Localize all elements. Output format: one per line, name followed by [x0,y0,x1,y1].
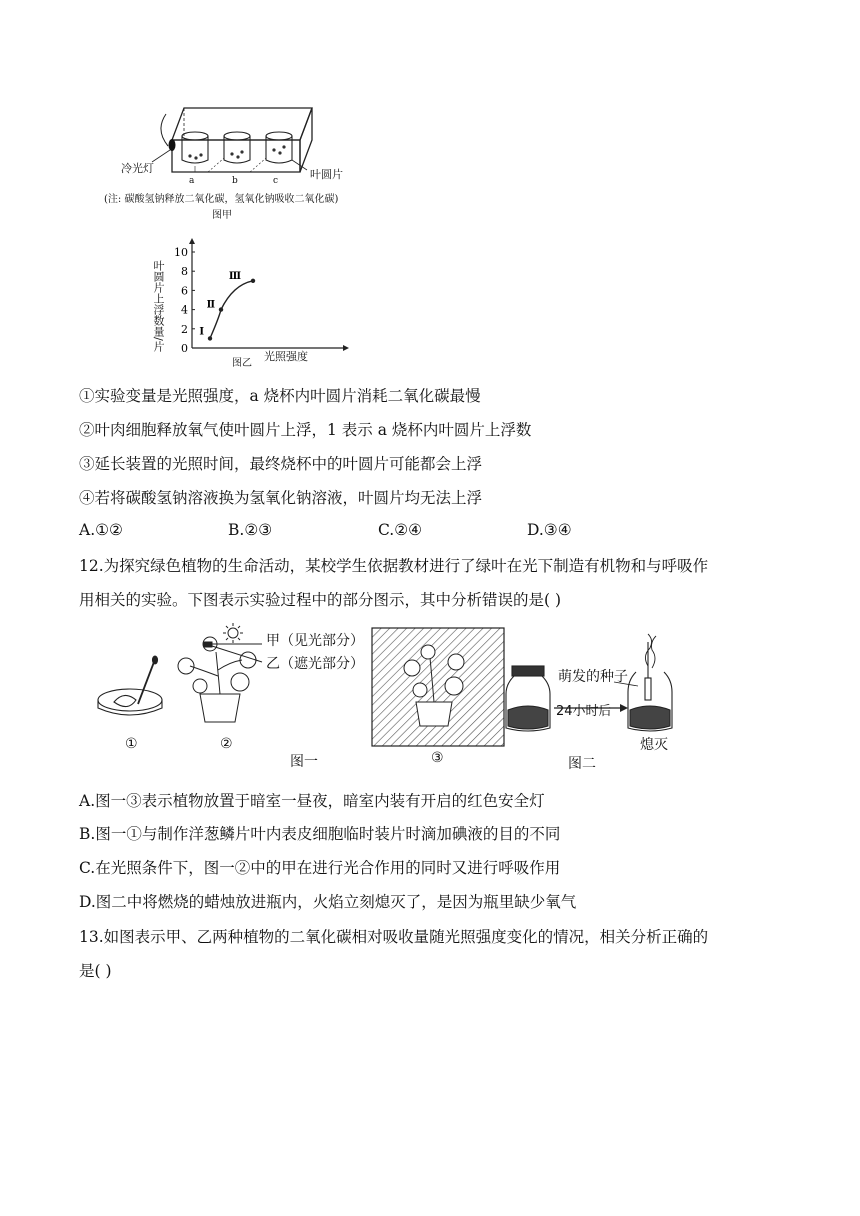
point-label-2: Ⅱ [206,299,215,311]
q12-stem-line-2: 用相关的实验。下图表示实验过程中的部分图示，其中分析错误的是( ) [79,591,562,609]
q12-option-a: A.图一③表示植物放置于暗室一昼夜，暗室内装有开启的红色安全灯 [79,792,545,810]
x-axis-arrow [343,345,349,351]
y-tick-label-10: 10 [174,246,188,259]
y-tick-label-4: 4 [181,303,188,317]
potted-plant-icon [178,637,262,722]
q11-option-c: C.②④ [378,521,423,539]
q12-stem-line-1: 12.为探究绿色植物的生命活动，某校学生依据教材进行了绿叶在光下制造有机物和与呼吸作 [79,557,709,575]
q11-option-b: B.②③ [228,521,273,539]
lamp-label: 冷光灯 [121,162,154,175]
data-point-1 [208,336,212,340]
q13-stem-line-2: 是( ) [79,962,112,980]
y-axis-arrow [189,238,195,244]
petri-dish-icon [98,656,162,715]
series-line [210,281,253,339]
q11-option-d: D.③④ [527,521,572,539]
q12-option-c: C.在光照条件下，图一②中的甲在进行光合作用的同时又进行呼吸作用 [79,859,561,877]
y-axis-label: 叶圆片上浮数量/片 [152,260,165,352]
y-tick-label-2: 2 [181,322,188,336]
q11-statement-3: ③延长装置的光照时间，最终烧杯中的叶圆片可能都会上浮 [79,455,483,473]
figure-yi-caption: 图乙 [232,358,252,369]
point-label-1: I [199,326,204,338]
figure-one-caption: 图一 [290,754,318,770]
q12-option-b: B.图一①与制作洋葱鳞片叶内表皮细胞临时装片时滴加碘液的目的不同 [79,825,561,843]
extinguish-label: 熄灭 [640,737,668,753]
figure-jia [100,100,370,225]
data-point-2 [219,307,223,311]
figure-jia-note: (注: 碳酸氢钠释放二氧化碳，氢氧化钠吸收二氧化碳) [104,194,339,205]
q12-figure [90,622,690,780]
data-point-3 [251,279,255,283]
figure-yi [150,236,350,370]
q12-option-d: D.图二中将燃烧的蜡烛放进瓶内，火焰立刻熄灭了，是因为瓶里缺少氧气 [79,893,577,911]
beaker-label-b: b [232,176,238,186]
q11-statement-2: ②叶肉细胞释放氧气使叶圆片上浮，1 表示 a 烧杯内叶圆片上浮数 [79,421,532,439]
x-axis-label: 光照强度 [264,350,308,363]
fig-num-3: ③ [431,750,444,766]
fig-num-1: ① [125,736,138,752]
figure-two-caption: 图二 [568,756,596,772]
y-tick-label-8: 8 [181,265,188,279]
seeds-label: 萌发的种子 [558,669,628,685]
beaker-label-c: c [273,176,279,186]
beaker-label-a: a [189,176,195,186]
q11-statement-4: ④若将碳酸氢钠溶液换为氢氧化钠溶液，叶圆片均无法上浮 [79,489,483,507]
yi-label: 乙（遮光部分） [266,656,364,672]
figure-yi-chart [150,236,350,370]
hours-label: 24小时后 [556,704,612,719]
seed-jar-right [628,634,672,731]
q11-option-a: A.①② [79,521,123,539]
seed-jar-left [506,666,550,731]
figure-jia-caption: 图甲 [212,210,232,221]
sun-icon [223,623,243,643]
disc-label: 叶圆片 [310,168,343,181]
y-tick-label-6: 6 [181,284,188,298]
q13-stem-line-1: 13.如图表示甲、乙两种植物的二氧化碳相对吸收量随光照强度变化的情况，相关分析正确的 [79,928,709,946]
fig-num-2: ② [220,736,233,752]
jia-label: 甲（见光部分） [266,633,364,649]
dark-room-box [372,628,504,746]
q11-statement-1: ①实验变量是光照强度，a 烧杯内叶圆片消耗二氧化碳最慢 [79,387,481,405]
y-tick-label-0: 0 [181,342,188,355]
arrow-head [620,704,628,712]
point-label-3: Ⅲ [228,270,241,282]
